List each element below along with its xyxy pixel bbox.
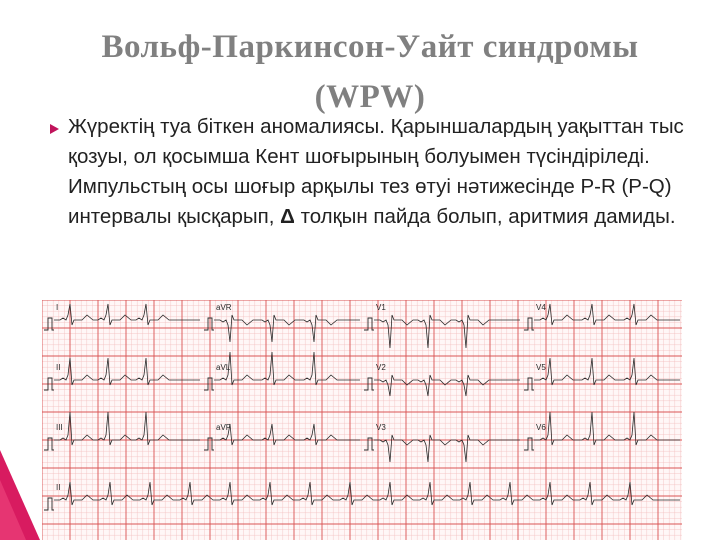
title-line-2: (WPW) (314, 79, 426, 115)
title-line-1: Вольф-Паркинсон-Уайт синдромы (101, 29, 639, 65)
ecg-image (42, 300, 682, 540)
body-text-part-1: Жүректің туа біткен аномалиясы. Қарыншалардың уақыттан тыс қозуы, ол қосымша Кент шоғырының болуымен түсіндіріледі. Импульстың осы шоғыр арқылы тез өтуі нәтижесінде P-R (P-Q) интервалы қысқарып, (68, 115, 684, 228)
ecg-lead-label: V3 (376, 423, 386, 432)
ecg-lead-label: aVR (216, 303, 232, 312)
ecg-lead-label: II (56, 483, 61, 492)
bullet-arrow-icon (50, 124, 59, 134)
ecg-lead-label: aVL (216, 363, 231, 372)
delta-symbol: Δ (280, 205, 295, 228)
corner-accent-shape (0, 450, 40, 540)
ecg-lead-label: I (56, 303, 59, 312)
body-paragraph (68, 112, 688, 232)
ecg-lead-label: V6 (536, 423, 546, 432)
ecg-lead-label: aVF (216, 423, 231, 432)
ecg-lead-label: III (56, 423, 63, 432)
ecg-lead-label: V1 (376, 303, 386, 312)
ecg-lead-label: II (56, 363, 61, 372)
ecg-paper (42, 300, 682, 540)
ecg-lead-label: V5 (536, 363, 546, 372)
slide-title (60, 22, 680, 122)
ecg-lead-label: V4 (536, 303, 546, 312)
ecg-lead-label: V2 (376, 363, 386, 372)
body-text-part-2: толқын пайда болып, аритмия дамиды. (294, 205, 676, 228)
